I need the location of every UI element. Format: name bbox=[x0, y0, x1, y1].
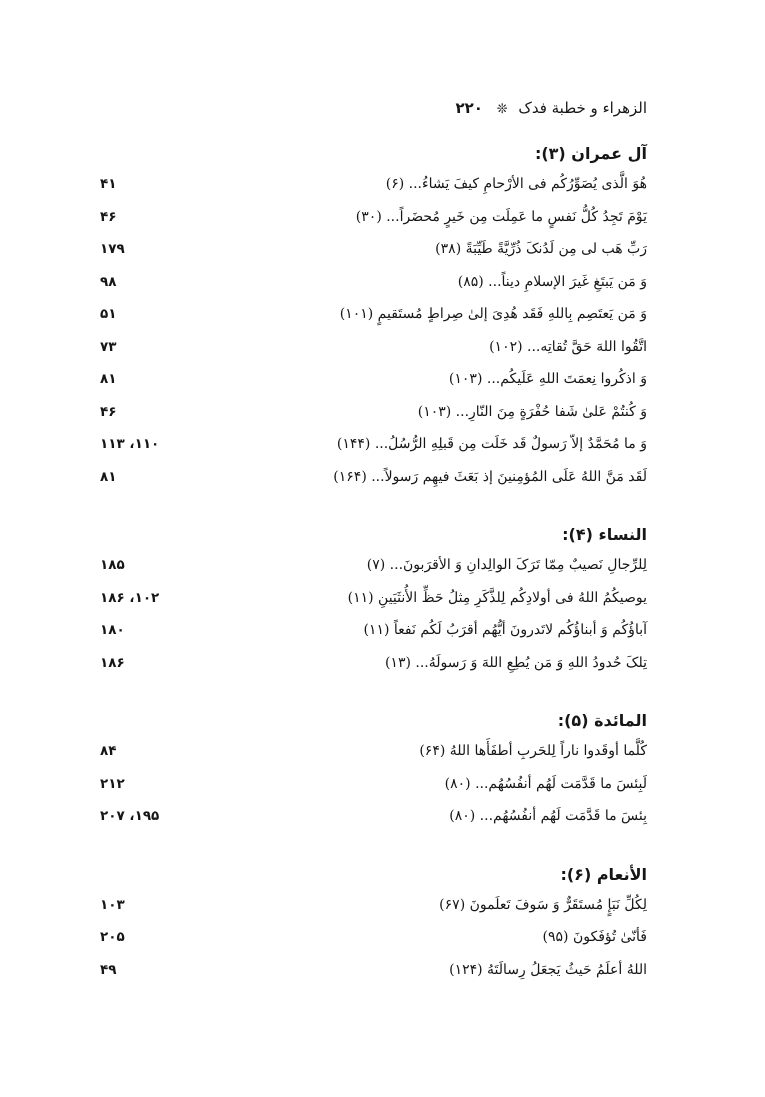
index-row bbox=[100, 363, 647, 396]
verse-text: لَقَد مَنَّ اللهُ عَلَی المُؤمِنینَ إذ بَعَثَ فیهِم رَسولاً... (۱۶۴) bbox=[333, 468, 647, 485]
verse-text: فَأنّیٰ تُؤفَکونَ (۹۵) bbox=[542, 929, 647, 946]
index-row bbox=[100, 735, 647, 768]
page-refs: ۱۰۲، ۱۸۶ bbox=[100, 589, 160, 606]
page-refs: ۴۶ bbox=[100, 403, 117, 420]
verse-text: رَبِّ هَب لی مِن لَدُنکَ ذُرِّیَّةً طَیِّبَةً (۳۸) bbox=[435, 241, 647, 258]
page-refs: ۸۴ bbox=[100, 743, 117, 760]
index-row bbox=[100, 921, 647, 954]
surah-section-an-nisa bbox=[100, 521, 647, 679]
index-row bbox=[100, 582, 647, 615]
page-refs: ۱۷۹ bbox=[100, 241, 125, 258]
page-refs: ۴۱ bbox=[100, 176, 117, 193]
page-refs: ۸۱ bbox=[100, 371, 117, 388]
index-row bbox=[100, 331, 647, 364]
page-refs: ۱۸۶ bbox=[100, 654, 125, 671]
page-refs: ۵۱ bbox=[100, 306, 117, 323]
index-row bbox=[100, 168, 647, 201]
surah-title: الأنعام (۶): bbox=[560, 864, 647, 884]
index-row bbox=[100, 549, 647, 582]
page-refs: ۱۰۳ bbox=[100, 896, 125, 913]
index-row bbox=[100, 266, 647, 299]
index-row bbox=[100, 201, 647, 234]
page-refs: ۲۱۲ bbox=[100, 775, 125, 792]
header-book-title: الزهراء و خطبة فدک bbox=[518, 99, 647, 117]
verse-text: تِلکَ حُدودُ اللهِ وَ مَن یُطِعِ اللهَ وَ رَسولَهُ... (۱۳) bbox=[384, 654, 647, 671]
surah-section-al-anam bbox=[100, 861, 647, 987]
page-refs: ۸۱ bbox=[100, 468, 117, 485]
verse-text: لِلرِّجالِ نَصیبٌ مِمّا تَرَکَ الوالِدانِ وَ الأقرَبونَ... (۷) bbox=[366, 557, 647, 574]
page-refs: ۱۹۵، ۲۰۷ bbox=[100, 808, 160, 825]
index-row bbox=[100, 614, 647, 647]
running-header bbox=[455, 99, 647, 117]
verse-text: وَ مَن یَعتَصِم بِاللهِ فَقَد هُدِیَ إلیٰ صِراطٍ مُستَقیمٍ (۱۰۱) bbox=[339, 306, 647, 323]
index-row bbox=[100, 428, 647, 461]
verse-text: اتَّقُوا اللهَ حَقَّ تُقاتِه... (۱۰۲) bbox=[489, 338, 647, 355]
section-gap bbox=[100, 833, 647, 861]
surah-title: آل عمران (۳): bbox=[534, 144, 647, 163]
verse-text: یوصیکُمُ اللهُ فی أولادِکُم لِلذَّکَرِ مِثلُ حَظِّ الأُنثَیَینِ (۱۱) bbox=[347, 589, 647, 606]
page-refs: ۱۱۰، ۱۱۳ bbox=[100, 436, 160, 453]
surah-title: النساء (۴): bbox=[562, 525, 647, 544]
index-row bbox=[100, 396, 647, 429]
surah-section-al-imran bbox=[100, 140, 647, 493]
index-row bbox=[100, 461, 647, 494]
verse-text: لَبِئسَ ما قَدَّمَت لَهُم أنفُسُهُم... (۸۰) bbox=[444, 775, 647, 792]
verse-text: اللهُ أعلَمُ حَیثُ یَجعَلُ رِسالَتَهُ (۱۲۴) bbox=[449, 961, 647, 978]
page-refs: ۴۹ bbox=[100, 961, 117, 978]
header-separator: ❊ bbox=[496, 102, 508, 117]
verse-text: آباؤُکُم وَ أبناؤُکُم لاتَدرونَ أیُّهُم أقرَبُ لَکُم نَفعاً (۱۱) bbox=[363, 622, 647, 639]
page-refs: ۲۰۵ bbox=[100, 929, 125, 946]
verse-text: هُوَ الَّذی یُصَوِّرُکُم فی الأرْحامِ کیفَ یَشاءُ... (۶) bbox=[385, 176, 647, 193]
verse-index bbox=[100, 140, 647, 986]
surah-title: المائدة (۵): bbox=[557, 711, 647, 730]
page-refs: ۱۸۵ bbox=[100, 557, 125, 574]
verse-text: وَ اذکُروا نِعمَتَ اللهِ عَلَیکُم... (۱۰۳) bbox=[448, 371, 647, 388]
verse-text: یَوْمَ تَجِدُ کُلُّ نَفسٍ ما عَمِلَت مِن خَیرٍ مُحضَراً... (۳۰) bbox=[355, 208, 647, 225]
surah-section-al-maida bbox=[100, 707, 647, 833]
verse-text: وَ کُنتُمْ عَلیٰ شَفا حُفْرَةٍ مِنَ النّارِ... (۱۰۳) bbox=[417, 403, 647, 420]
index-row bbox=[100, 298, 647, 331]
section-gap bbox=[100, 679, 647, 707]
page-refs: ۷۳ bbox=[100, 338, 117, 355]
verse-text: لِکُلِّ نَبَإٍ مُستَقَرٌّ وَ سَوفَ تَعلَمونَ (۶۷) bbox=[439, 896, 647, 913]
index-row bbox=[100, 233, 647, 266]
index-row bbox=[100, 954, 647, 987]
index-row bbox=[100, 800, 647, 833]
verse-text: وَ مَن یَبتَغِ غَیرَ الإسلامِ دیناً... (۸۵) bbox=[457, 273, 647, 290]
section-gap bbox=[100, 493, 647, 521]
page-refs: ۴۶ bbox=[100, 208, 117, 225]
index-row bbox=[100, 889, 647, 922]
index-row bbox=[100, 647, 647, 680]
index-row bbox=[100, 768, 647, 801]
page-number: ۲۲۰ bbox=[455, 99, 483, 117]
page-refs: ۱۸۰ bbox=[100, 622, 125, 639]
verse-text: کُلَّما أوقَدوا ناراً لِلحَربِ أطفَأَها اللهُ (۶۴) bbox=[419, 743, 647, 760]
verse-text: بِئسَ ما قَدَّمَت لَهُم أنفُسُهُم... (۸۰) bbox=[449, 808, 647, 825]
page-refs: ۹۸ bbox=[100, 273, 117, 290]
verse-text: وَ ما مُحَمَّدٌ إلاّ رَسولٌ قَد خَلَت مِن قَبلِهِ الرُّسُلُ... (۱۴۴) bbox=[336, 436, 647, 453]
